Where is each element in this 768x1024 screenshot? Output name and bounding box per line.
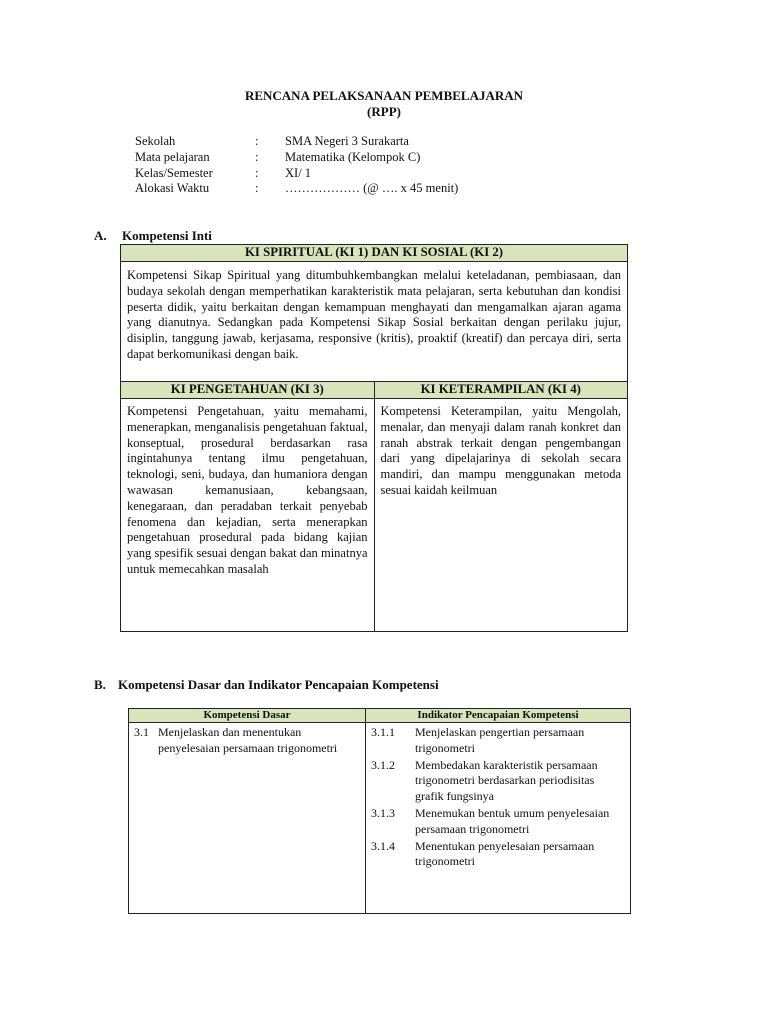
- kompetensi-dasar-table: [128, 708, 631, 914]
- section-a-heading: [94, 228, 212, 244]
- info-colon: :: [255, 165, 259, 180]
- section-letter: A.: [94, 228, 107, 243]
- info-row-kelas-semester: [135, 166, 458, 182]
- info-value: ……………… (@ …. x 45 menit): [285, 181, 459, 196]
- indicator-text: Menemukan bentuk umum penyelesaian persamaan trigonometri: [415, 805, 610, 836]
- info-label: Alokasi Waktu: [135, 181, 210, 196]
- info-value: XI/ 1: [285, 165, 312, 180]
- info-row-sekolah: [135, 134, 458, 150]
- ki-spiritual-sosial-header: KI SPIRITUAL (KI 1) DAN KI SOSIAL (KI 2): [121, 245, 628, 262]
- indicator-number: 3.1.3: [371, 805, 395, 820]
- indicator-column-header: Indikator Pencapaian Kompetensi: [366, 709, 631, 723]
- section-b-heading: [94, 677, 439, 693]
- kd-text: Menjelaskan dan menentukan penyelesaian persamaan trigonometri: [158, 725, 338, 755]
- kompetensi-inti-table: [120, 244, 628, 632]
- info-row-alokasi-waktu: [135, 181, 458, 197]
- document-subtitle: (RPP): [367, 104, 401, 119]
- section-title: Kompetensi Dasar dan Indikator Pencapaian Kompetensi: [118, 677, 439, 692]
- indicator-number: 3.1.1: [371, 725, 395, 739]
- indicator-text: Menjelaskan pengertian persamaan trigonometri: [415, 725, 585, 755]
- section-letter: B.: [94, 677, 106, 692]
- ki3-header: KI PENGETAHUAN (KI 3): [121, 382, 375, 399]
- identity-block: [135, 134, 458, 197]
- info-value: SMA Negeri 3 Surakarta: [285, 134, 409, 148]
- document-title: RENCANA PELAKSANAAN PEMBELAJARAN: [244, 88, 524, 103]
- info-colon: :: [255, 149, 259, 164]
- ki4-header: KI KETERAMPILAN (KI 4): [374, 382, 628, 399]
- ki-spiritual-sosial-text: Kompetensi Sikap Spiritual yang ditumbuhkembangkan melalui keteladanan, pembiasaan, dan budaya sekolah dengan memperhatikan karakteristik mata pelajaran, serta kebutuhan dan kondisi peserta didik, yaitu berkaitan dengan kemampuan menghayati dan mengamalkan ajaran agama yang dianutnya. Sedangkan pada Kompetensi Sikap Sosial berkaitan dengan perilaku jujur, disiplin, tanggung jawab, kerjasama, responsive (kritis), proaktif (kreatif) dan percaya diri, serta dapat berkomunikasi dengan baik.: [121, 262, 628, 382]
- kd-number: 3.1: [134, 725, 149, 739]
- indicator-item: [371, 839, 625, 871]
- indicator-item: [371, 725, 625, 757]
- kd-cell: [129, 723, 366, 914]
- indicator-number: 3.1.2: [371, 757, 395, 772]
- indicator-cell: [366, 723, 631, 914]
- indicator-item: [371, 758, 625, 805]
- info-row-mata-pelajaran: [135, 150, 458, 166]
- info-label: Mata pelajaran: [135, 149, 210, 164]
- indicator-item: [371, 806, 625, 838]
- ki3-text: Kompetensi Pengetahuan, yaitu memahami, menerapkan, menganalisis pengetahuan faktual, konseptual, prosedural berdasarkan rasa ingintahunya tentang ilmu pengetahuan, teknologi, seni, budaya, dan humaniora dengan wawasan kemanusiaan, kebangsaan, kenegaraan, dan peradaban terkait penyebab fenomena dan kejadian, serta menerapkan pengetahuan prosedural pada bidang kajian yang spesifik sesuai dengan bakat dan minatnya untuk memecahkan masalah: [121, 399, 375, 632]
- info-value: Matematika (Kelompok C): [285, 149, 421, 164]
- section-title: Kompetensi Inti: [122, 228, 212, 243]
- indicator-text: Menentukan penyelesaian persamaan trigonometri: [415, 838, 595, 869]
- info-label: Sekolah: [135, 134, 176, 148]
- kd-column-header: Kompetensi Dasar: [129, 709, 366, 723]
- ki4-text: Kompetensi Keterampilan, yaitu Mengolah, menalar, dan menyaji dalam ranah konkret dan ranah abstrak terkait dengan pengembangan dari yang dipelajarinya di sekolah secara mandiri, dan mampu menggunakan metoda sesuai kaidah keilmuan: [374, 399, 628, 632]
- info-label: Kelas/Semester: [135, 165, 213, 180]
- info-colon: :: [255, 134, 259, 148]
- info-colon: :: [255, 181, 259, 196]
- indicator-text: Membedakan karakteristik persamaan trigonometri berdasarkan periodisitas grafik fungsinya: [415, 757, 598, 804]
- kd-item: [134, 725, 360, 757]
- indicator-number: 3.1.4: [371, 838, 395, 853]
